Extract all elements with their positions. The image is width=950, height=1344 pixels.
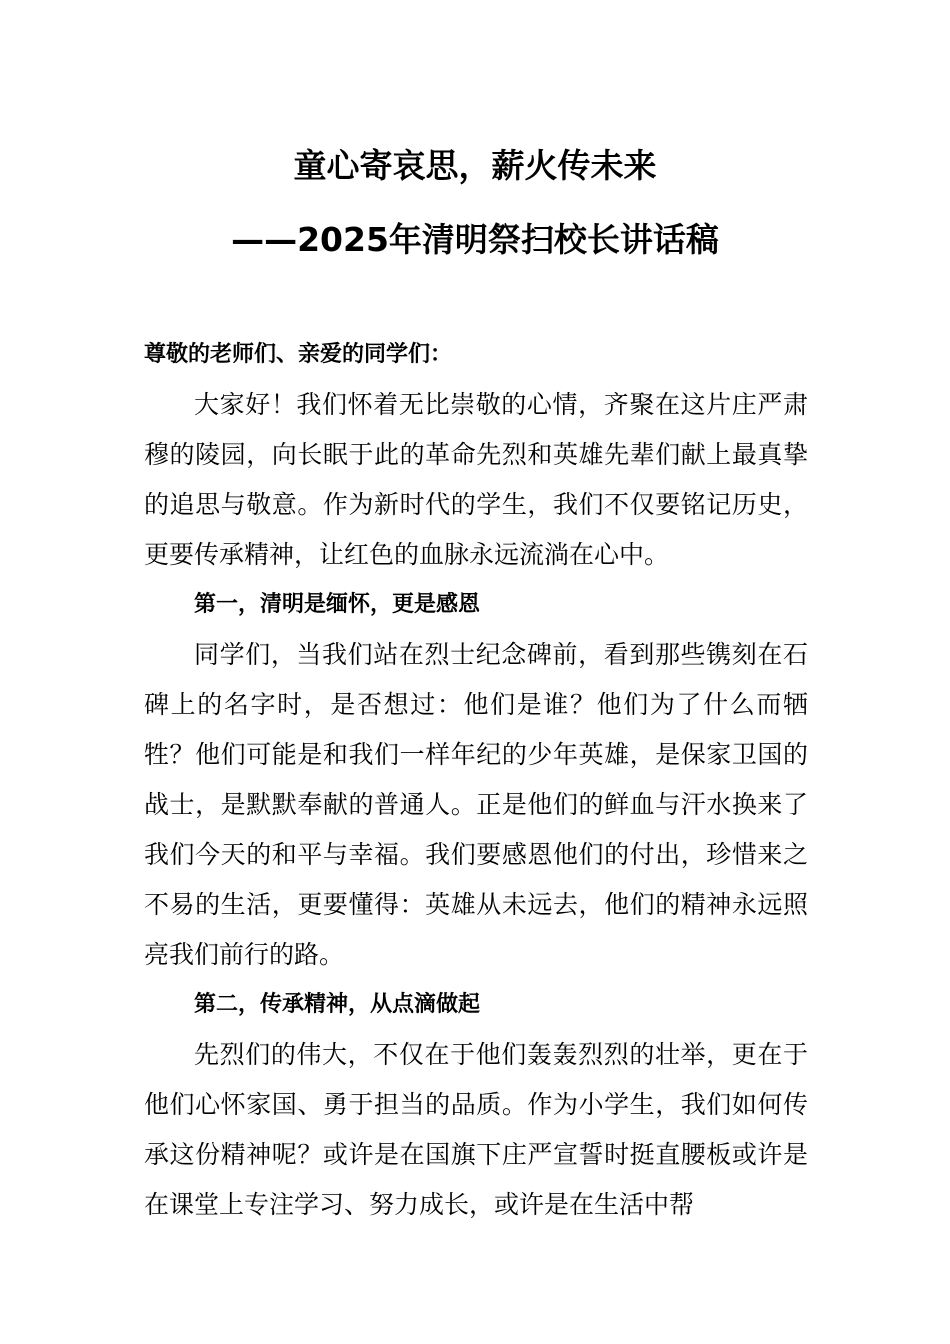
- document-body: [144, 330, 808, 1230]
- paragraph-intro: 大家好！我们怀着无比崇敬的心情，齐聚在这片庄严肃穆的陵园，向长眠于此的革命先烈和英雄先辈们献上最真挚的追思与敬意。作为新时代的学生，我们不仅要铭记历史，更要传承精神，让红色的血脉永远流淌在心中。: [144, 390, 808, 569]
- paragraph-section-2: 先烈们的伟大，不仅在于他们轰轰烈烈的壮举，更在于他们心怀家国、勇于担当的品质。作为小学生，我们如何传承这份精神呢？或许是在国旗下庄严宣誓时挺直腰板或许是在课堂上专注学习、努力成长，或许是在生活中帮: [144, 1040, 808, 1219]
- salutation: 尊敬的老师们、亲爱的同学们：: [144, 342, 453, 367]
- section-heading-1: 第一，清明是缅怀，更是感恩: [194, 592, 481, 617]
- document-subtitle: ——2025年清明祭扫校长讲话稿: [231, 220, 719, 259]
- paragraph-section-1: 同学们，当我们站在烈士纪念碑前，看到那些镌刻在石碑上的名字时，是否想过：他们是谁？他们为了什么而牺牲？他们可能是和我们一样年纪的少年英雄，是保家卫国的战士，是默默奉献的普通人。正是他们的鲜血与汗水换来了我们今天的和平与幸福。我们要感恩他们的付出，珍惜来之不易的生活，更要懂得：英雄从未远去，他们的精神永远照亮我们前行的路。: [144, 640, 808, 969]
- section-heading-2: 第二，传承精神，从点滴做起: [194, 992, 481, 1017]
- document-title: 童心寄哀思，薪火传未来: [293, 146, 657, 185]
